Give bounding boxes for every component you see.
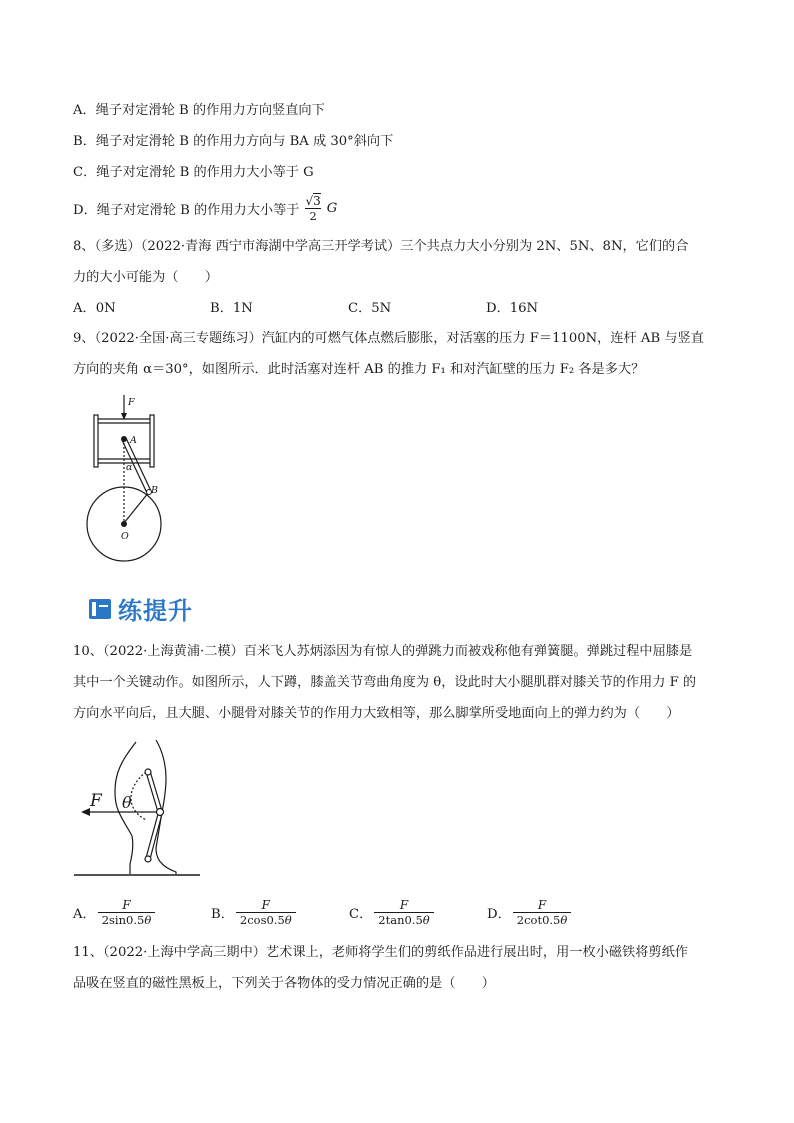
q8-option-d: D．16N xyxy=(486,301,539,316)
q7-d-variable: G xyxy=(326,201,338,216)
cylinder-right-flange xyxy=(150,415,154,467)
q10-stem-line3: 方向水平向后，且大腿、小腿骨对膝关节的作用力大致相等，那么脚掌所受地面向上的弹力约为（ ） xyxy=(73,706,680,721)
q8-options xyxy=(73,299,538,319)
q10-d-den-var: θ xyxy=(560,913,568,927)
q9-stem-line1: 9、（2022·全国·高三专题练习）汽缸内的可燃气体点燃后膨胀，对活塞的压力 F＝1100N，连杆 AB 与竖直 xyxy=(73,331,704,346)
q10-d-numerator: F xyxy=(537,898,547,912)
q8-option-a: A．0N xyxy=(73,301,116,316)
q9-stem-line2: 方向的夹角 α＝30°，如图所示．此时活塞对连杆 AB 的推力 F₁ 和对汽缸壁的压力 F₂ 各是多大？ xyxy=(73,362,645,377)
label-b: B xyxy=(151,485,158,496)
q11-stem-line2: 品吸在竖直的磁性黑板上，下列关于各物体的受力情况正确的是（ ） xyxy=(73,976,495,991)
q8-stem-line2: 力的大小可能为（ ） xyxy=(73,270,219,285)
q8-option-c: C．5N xyxy=(348,301,392,316)
q10-options xyxy=(73,898,573,927)
q8-option-b: B．1N xyxy=(210,301,253,316)
q9-piston-figure xyxy=(80,393,175,573)
label-o: O xyxy=(121,531,129,542)
label-a: A xyxy=(130,435,137,446)
q10-c-numerator: F xyxy=(399,898,409,912)
q10-a-numerator: F xyxy=(122,898,131,912)
q7-option-d-text: D．绳子对定滑轮 B 的作用力大小等于 xyxy=(73,203,300,218)
q7-option-c: C．绳子对定滑轮 B 的作用力大小等于 G xyxy=(73,165,314,180)
q10-leg-figure xyxy=(72,738,207,880)
point-a xyxy=(121,436,127,442)
q11-stem-line1: 11、（2022·上海中学高三期中）艺术课上，老师将学生们的剪纸作品进行展出时，用一枚小磁铁将剪纸作 xyxy=(73,945,688,960)
q10-option-b-letter: B． xyxy=(211,907,234,922)
book-icon xyxy=(88,597,112,621)
q10-c-den-text: 2tan0.5 xyxy=(378,913,423,927)
q10-option-d-fraction xyxy=(513,898,572,927)
q7-option-d-fraction xyxy=(301,194,324,223)
crank-ob xyxy=(124,492,149,523)
cylinder-left-flange xyxy=(94,415,98,467)
label-alpha: α xyxy=(126,462,133,473)
q10-stem-line2: 其中一个关键动作。如图所示，人下蹲，膝盖关节弯曲角度为 θ，设此时大小腿肌群对膝关节的作用力 F 的 xyxy=(73,675,697,690)
q10-a-den-var: θ xyxy=(144,913,152,927)
q10-option-b-fraction xyxy=(236,898,296,927)
point-o xyxy=(121,521,127,527)
q10-option-a xyxy=(73,898,211,927)
force-arrow-head xyxy=(81,808,90,816)
q10-b-den-var: θ xyxy=(284,913,292,927)
q10-option-c xyxy=(349,898,487,927)
q10-b-numerator: F xyxy=(261,898,270,912)
q10-option-a-fraction xyxy=(98,898,156,927)
q7-option-d xyxy=(73,194,337,223)
q10-b-den-text: 2cos0.5 xyxy=(239,913,285,927)
q10-a-den-text: 2sin0.5 xyxy=(101,913,145,927)
q7-d-denominator: 2 xyxy=(305,208,320,223)
q10-option-b xyxy=(211,898,349,927)
q7-d-radicand: 3 xyxy=(313,194,321,208)
section-title: 练提升 xyxy=(118,597,193,625)
q7-option-b: B．绳子对定滑轮 B 的作用力方向与 BA 成 30°斜向下 xyxy=(73,134,394,149)
q10-option-d-letter: D． xyxy=(487,907,511,922)
leg-outline-front xyxy=(156,740,176,874)
q10-option-d xyxy=(487,898,573,927)
q10-d-den-text: 2cot0.5 xyxy=(516,913,561,927)
q7-d-sqrt: √3 xyxy=(305,194,321,208)
q10-option-c-fraction xyxy=(374,898,433,927)
label-theta: θ xyxy=(122,793,132,812)
q10-option-a-letter: A． xyxy=(73,907,96,922)
q8-stem-line1: 8、（多选）（2022·青海 西宁市海湖中学高三开学考试）三个共点力大小分别为 2N、5N、8N，它们的合 xyxy=(73,239,689,254)
q10-stem-line1: 10、（2022·上海黄浦·二模）百米飞人苏炳添因为有惊人的弹跳力而被戏称他有弹簧腿。弹跳过程中屈膝是 xyxy=(73,644,693,659)
q7-option-a: A．绳子对定滑轮 B 的作用力方向竖直向下 xyxy=(73,103,325,118)
label-f: F xyxy=(90,791,102,811)
q10-option-c-letter: C． xyxy=(349,907,373,922)
section-header xyxy=(88,591,193,626)
q10-c-den-var: θ xyxy=(422,913,430,927)
label-f: F xyxy=(128,397,135,408)
